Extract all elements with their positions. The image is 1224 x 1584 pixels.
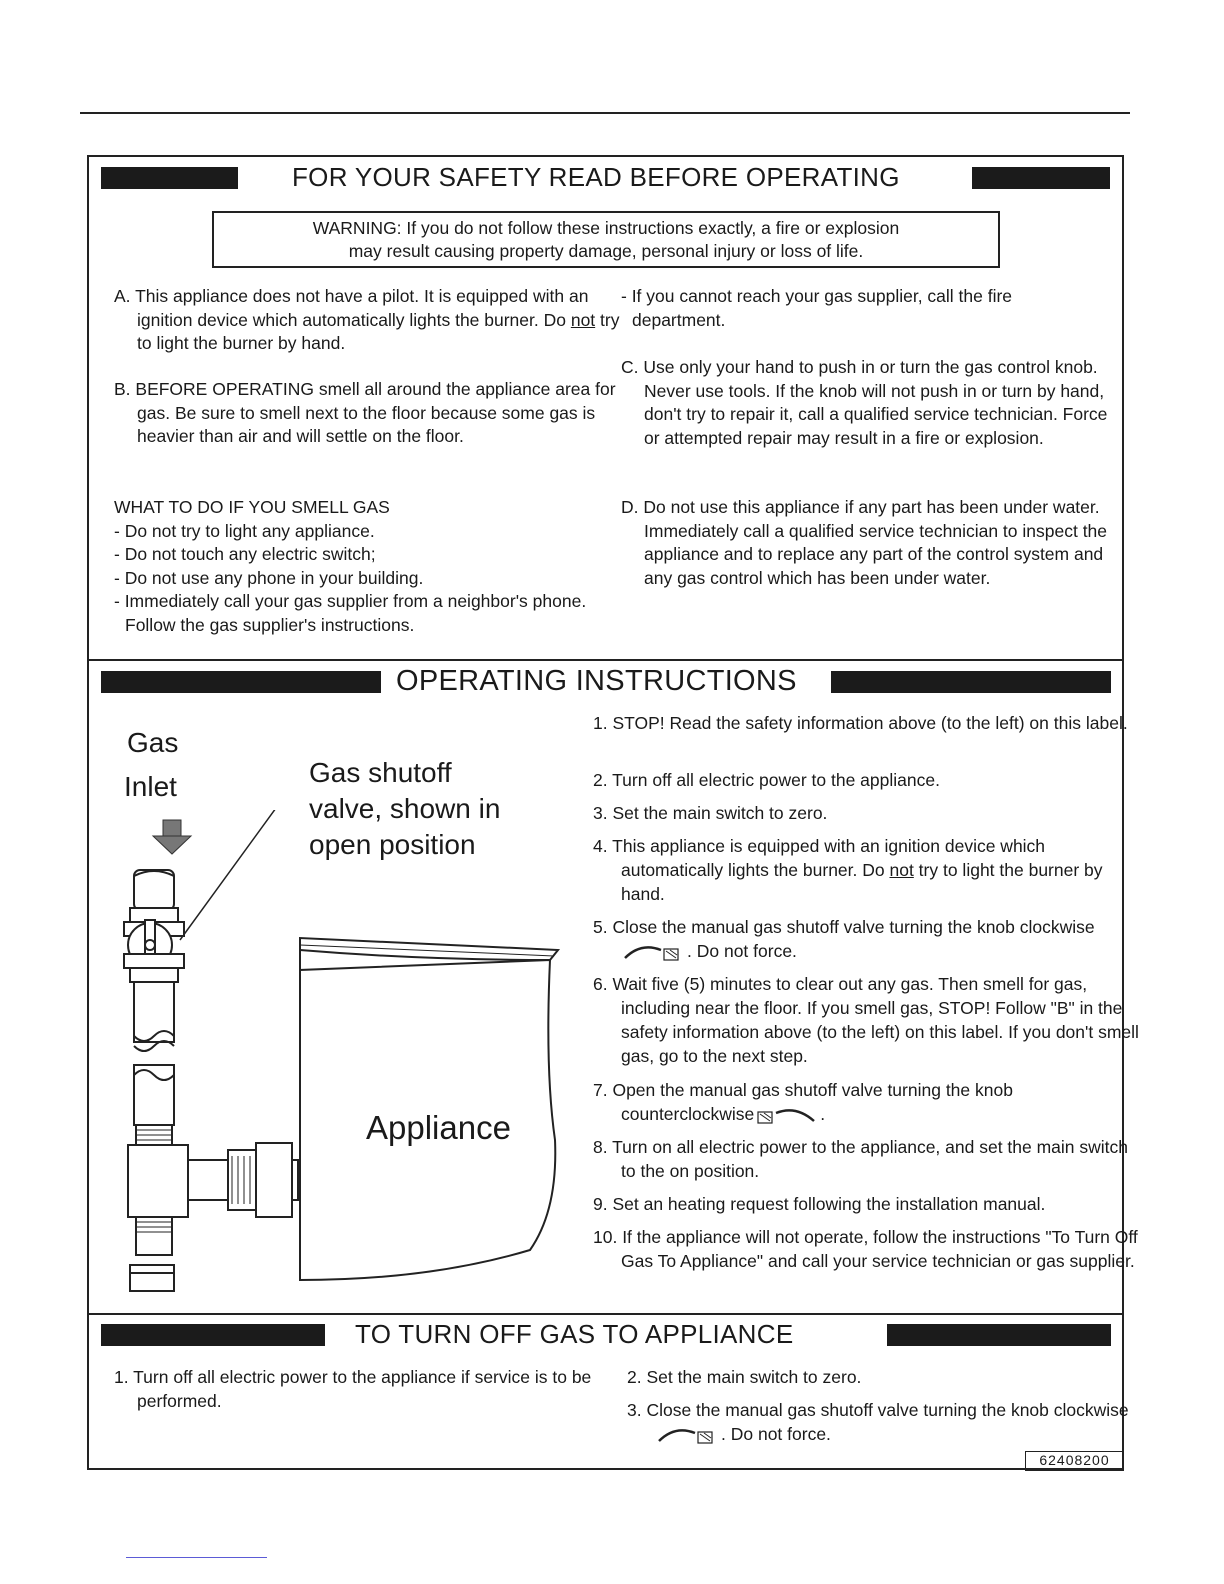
list-item: - Immediately call your gas supplier from a neighbor's phone. Follow the gas supplier's instructions. <box>114 591 587 635</box>
heading-bar-left <box>101 671 381 693</box>
heading-bar-left <box>101 167 238 189</box>
safety-item-c: C. Use only your hand to push in or turn the gas control knob. Never use tools. If the knob will not push in or turn by hand, don't try to repair it, call a qualified service technician. Force or attempted repair may result in a fire or explosion. <box>621 357 1108 448</box>
counterclockwise-icon <box>754 1105 820 1125</box>
operating-heading: OPERATING INSTRUCTIONS <box>396 665 797 697</box>
heading-bar-right <box>887 1324 1111 1346</box>
label-code: 62408200 <box>1025 1451 1124 1471</box>
turn-off-step-1: 1. Turn off all electric power to the appliance if service is to be performed. <box>114 1367 592 1411</box>
step-1: 1. STOP! Read the safety information above (to the left) on this label. <box>593 713 1128 733</box>
turn-off-heading: TO TURN OFF GAS TO APPLIANCE <box>355 1319 794 1349</box>
step-9: 9. Set an heating request following the installation manual. <box>593 1194 1046 1214</box>
leader-line <box>180 810 300 940</box>
emphasis-not: not <box>889 860 914 880</box>
section-divider <box>87 659 1124 661</box>
safety-heading: FOR YOUR SAFETY READ BEFORE OPERATING <box>292 162 900 192</box>
safety-item-d: D. Do not use this appliance if any part has been under water. Immediately call a qualified service technician to inspect the appliance and to replace any part of the control system and any gas control which has been under water. <box>621 497 1108 588</box>
warning-box <box>212 211 1000 268</box>
gas-inlet-label: Gas Inlet <box>124 727 179 802</box>
emphasis-not: not <box>570 309 596 330</box>
section-divider <box>87 1313 1124 1315</box>
inlet-arrow-icon <box>153 820 191 854</box>
clockwise-icon <box>621 942 687 962</box>
clockwise-icon <box>655 1425 721 1445</box>
heading-bar-left <box>101 1324 325 1346</box>
smell-gas-heading: WHAT TO DO IF YOU SMELL GAS <box>114 497 390 517</box>
appliance-label: Appliance <box>366 1109 511 1146</box>
step-8: 8. Turn on all electric power to the appliance, and set the main switch to the on position. <box>593 1137 1129 1181</box>
list-item: - Do not try to light any appliance. <box>114 520 375 541</box>
warning-line-2: may result causing property damage, personal injury or loss of life. <box>348 241 864 261</box>
turn-off-step-3: 3. Close the manual gas shutoff valve turning the knob clockwise . Do not force. <box>627 1400 1129 1444</box>
fire-department-item: - If you cannot reach your gas supplier, call the fire department. <box>621 286 1013 330</box>
step-10: 10. If the appliance will not operate, follow the instructions "To Turn Off Gas To Appliance" and call your service technician or gas supplier. <box>593 1227 1138 1271</box>
heading-bar-right <box>831 671 1111 693</box>
turn-off-step-2: 2. Set the main switch to zero. <box>627 1367 862 1387</box>
warning-line-1: WARNING: If you do not follow these instructions exactly, a fire or explosion <box>312 218 900 238</box>
list-item: - Do not use any phone in your building. <box>114 567 424 588</box>
smell-gas-section <box>114 496 594 637</box>
list-item: - Do not touch any electric switch; <box>114 544 376 564</box>
step-2: 2. Turn off all electric power to the appliance. <box>593 770 940 790</box>
step-4: 4. This appliance is equipped with an ignition device which automatically lights the burner. Do not try to light the burner by hand. <box>593 836 1103 904</box>
gas-piping-diagram <box>100 810 580 1310</box>
safety-item-a: A. This appliance does not have a pilot. It is equipped with an ignition device which automatically lights the burner. Do not try to light the burner by hand. <box>114 286 620 353</box>
operating-steps <box>593 711 1139 1311</box>
shutoff-valve-label: Gas shutoff valve, shown in open position <box>309 757 501 860</box>
step-3: 3. Set the main switch to zero. <box>593 803 828 823</box>
step-5: 5. Close the manual gas shutoff valve turning the knob clockwise. Do not force. <box>593 917 1095 961</box>
step-7: 7. Open the manual gas shutoff valve turning the knob counterclockwise . <box>593 1080 1013 1124</box>
heading-bar-right <box>972 167 1110 189</box>
top-rule <box>80 112 1130 114</box>
step-6: 6. Wait five (5) minutes to clear out any gas. Then smell for gas, including near the floor. If you smell gas, STOP! Follow "B" in the safety information above (to the left) on this label. If you don't smell gas, go to the next step. <box>593 974 1139 1066</box>
footer-link-underline[interactable] <box>126 1557 267 1558</box>
safety-item-b: B. BEFORE OPERATING smell all around the appliance area for gas. Be sure to smell next to the floor because some gas is heavier than air and will settle on the floor. <box>114 379 616 446</box>
